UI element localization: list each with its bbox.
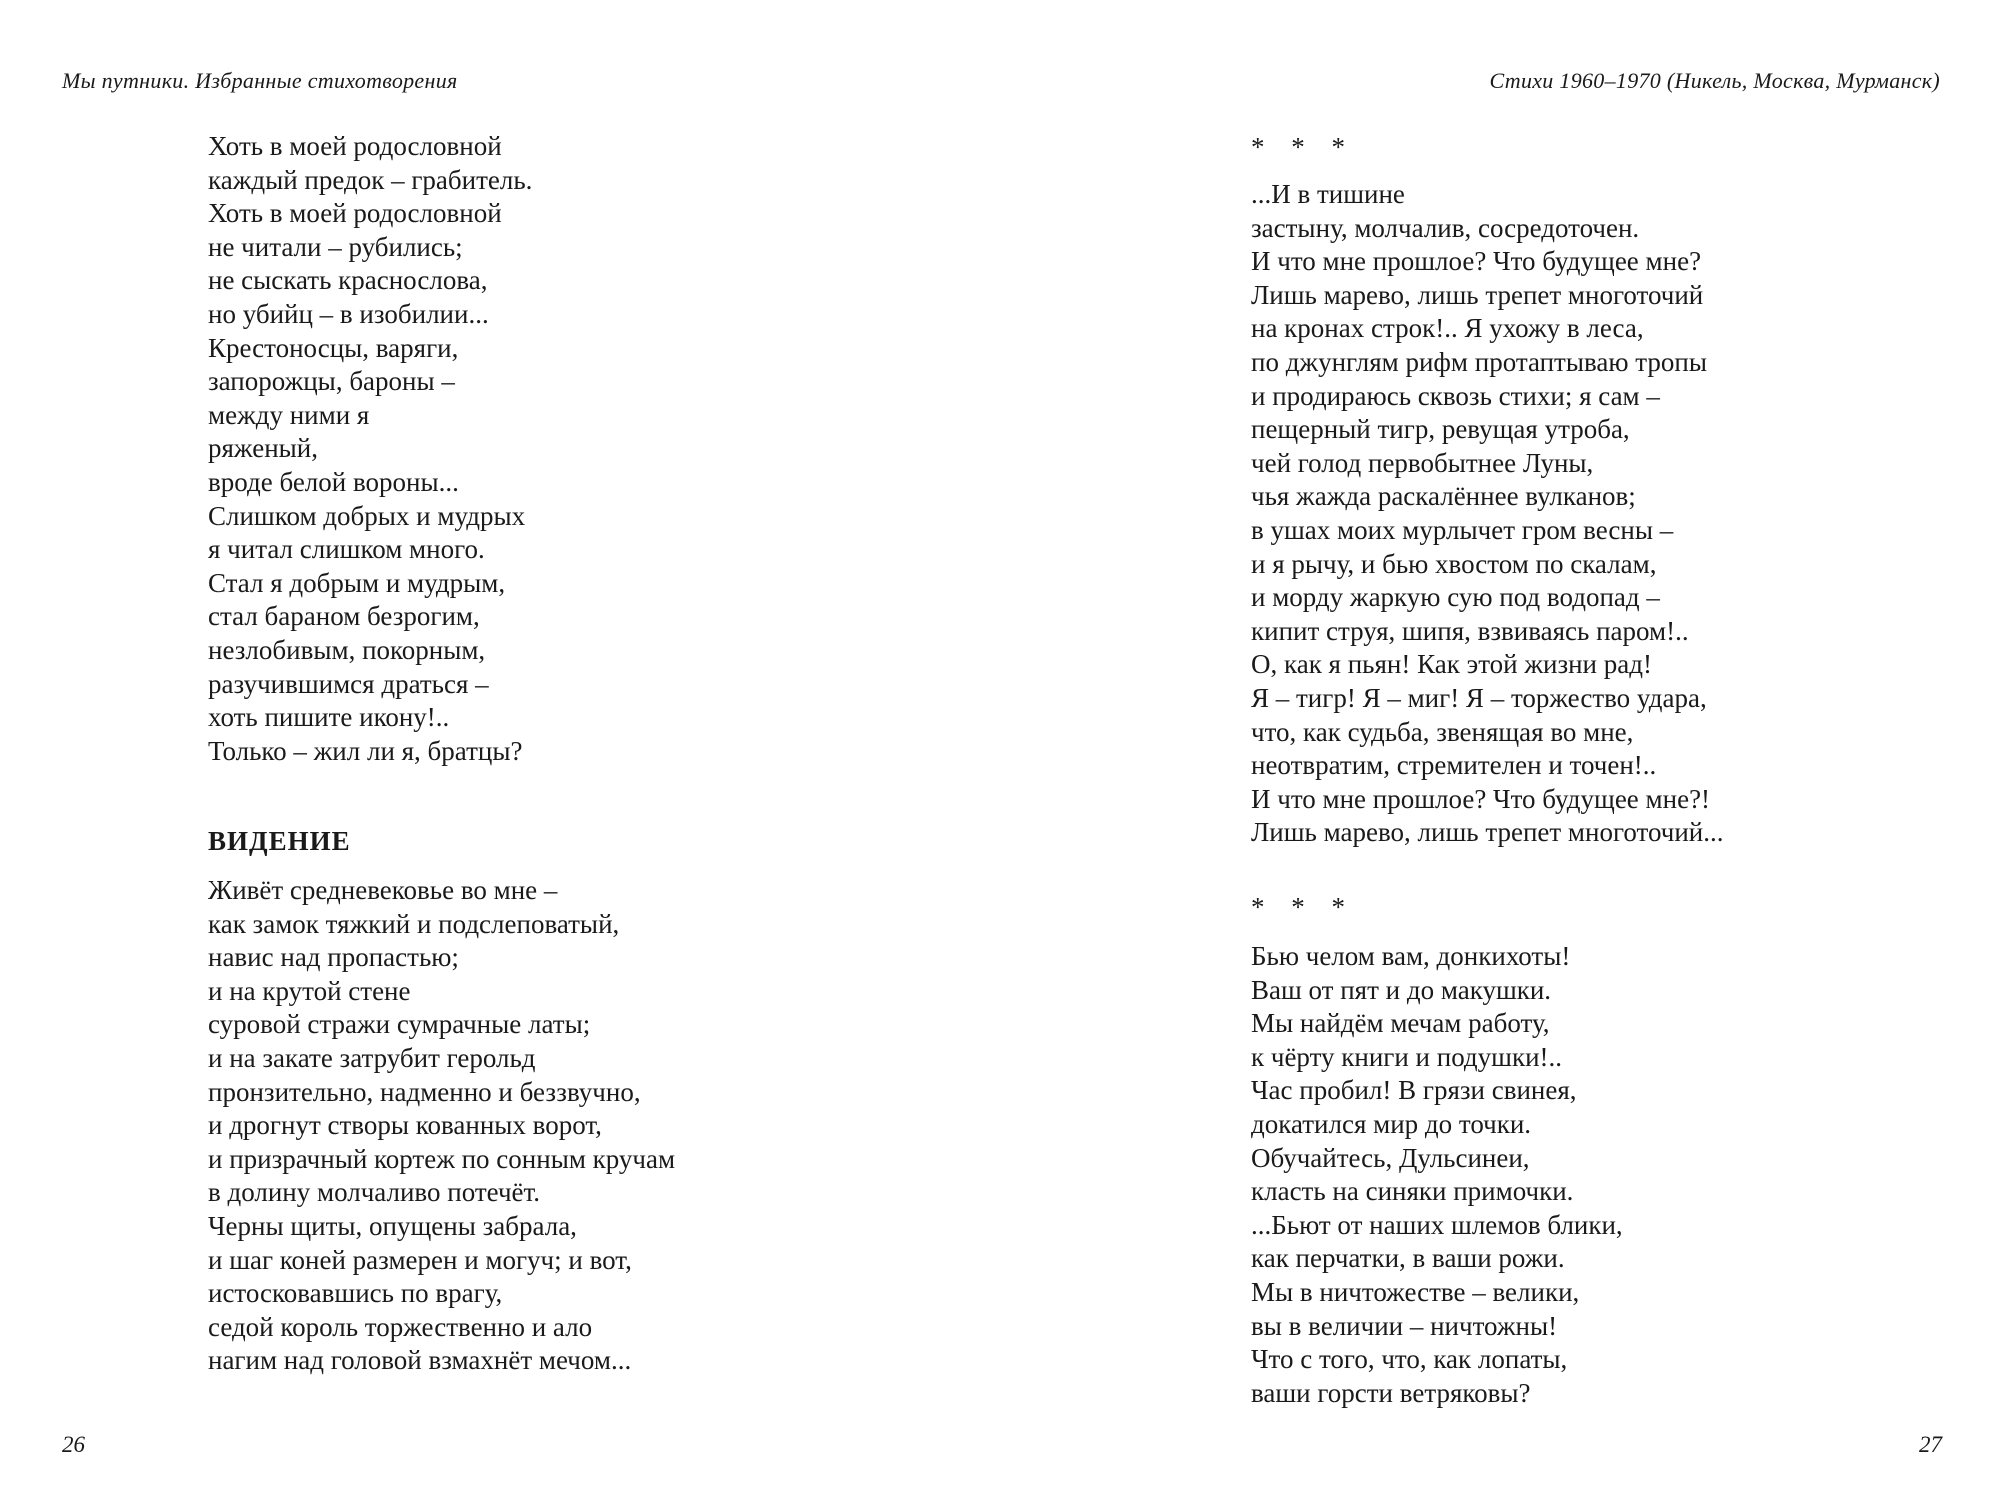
poem-line: как замок тяжкий и подслеповатый, [208, 908, 620, 939]
poem-line: И что мне прошлое? Что будущее мне? [1251, 246, 1702, 277]
poem-line: Живёт средневековье во мне – [208, 875, 558, 905]
poem-line: между ними я [208, 399, 370, 430]
poem-line: и на закате затрубит герольд [208, 1042, 536, 1073]
poem-line: Час пробил! В грязи свинея, [1251, 1075, 1577, 1106]
poem-line: но убийц – в изобилии... [208, 298, 489, 329]
poem-line: в ушах моих мурлычет гром весны – [1251, 514, 1674, 545]
poem-line: вы в величии – ничтожны! [1251, 1310, 1558, 1341]
poem-tiger-stars-block [1251, 132, 1355, 162]
poem-line: вроде белой вороны... [208, 466, 459, 497]
poem-tiger [1251, 178, 1723, 850]
poem-line: Лишь марево, лишь трепет многоточий [1251, 279, 1704, 310]
left-running-head: Мы путники. Избранные стихотворения [62, 68, 458, 93]
poem-line: в долину молчаливо потечёт. [208, 1177, 541, 1208]
section-separator-stars: * * * [1251, 892, 1355, 922]
poem-line: застыну, молчалив, сосредоточен. [1251, 212, 1640, 243]
poem-line: как перчатки, в ваши рожи. [1251, 1243, 1565, 1274]
poem-line: Я – тигр! Я – миг! Я – торжество удара, [1251, 682, 1707, 713]
poem-line: Лишь марево, лишь трепет многоточий... [1251, 817, 1724, 848]
poem-line: пещерный тигр, ревущая утроба, [1251, 414, 1630, 445]
poem-line: запорожцы, бароны – [208, 366, 455, 397]
poem-line: Что с того, что, как лопаты, [1251, 1344, 1568, 1375]
poem-line: и морду жаркую сую под водопад – [1251, 582, 1660, 613]
poem-line: Мы найдём мечам работу, [1251, 1008, 1550, 1039]
poem-line: и я рычу, и бью хвостом по скалам, [1251, 548, 1657, 579]
poem-line: седой король торжественно и ало [208, 1311, 593, 1342]
poem-line: каждый предок – грабитель. [208, 164, 533, 195]
poem-vision-title-block [208, 826, 351, 857]
poem-line: и дрогнут створы кованных ворот, [208, 1110, 602, 1141]
poem-line: чей голод первобытнее Луны, [1251, 447, 1594, 478]
page-number-right: 27 [1919, 1432, 1942, 1457]
poem-line: на кронах строк!.. Я ухожу в леса, [1251, 313, 1644, 344]
poem-untitled-ancestry [208, 130, 532, 768]
poem-line: докатился мир до точки. [1251, 1108, 1532, 1139]
poem-line: и на крутой стене [208, 975, 411, 1006]
poem-donquixotes [1251, 940, 1623, 1410]
poem-line: Черны щиты, опущены забрала, [208, 1210, 577, 1241]
poem-line: чья жажда раскалённее вулканов; [1251, 481, 1636, 512]
poem-line: ...Бьют от наших шлемов блики, [1251, 1209, 1623, 1240]
poem-line: не читали – рубились; [208, 231, 463, 262]
poem-line: хоть пишите икону!.. [208, 702, 450, 733]
poem-line: Только – жил ли я, братцы? [208, 735, 523, 766]
poem-line: Обучайтесь, Дульсинеи, [1251, 1142, 1530, 1173]
poem-line: Крестоносцы, варяги, [208, 332, 459, 363]
poem-line: навис над пропастью; [208, 942, 459, 973]
poem-line: разучившимся драться – [208, 668, 489, 699]
page-number-left: 26 [62, 1432, 85, 1457]
poem-line: нагим над головой взмахнёт мечом... [208, 1345, 632, 1376]
poem-line: Хоть в моей родословной [208, 131, 502, 161]
poem-line: стал бараном безрогим, [208, 601, 480, 632]
poem-line: и призрачный кортеж по сонным кручам [208, 1143, 676, 1174]
poem-line: Хоть в моей родословной [208, 198, 502, 229]
poem-line: к чёрту книги и подушки!.. [1251, 1041, 1563, 1072]
poem-line: Мы в ничтожестве – велики, [1251, 1276, 1580, 1307]
poem-line: что, как судьба, звенящая во мне, [1251, 716, 1634, 747]
poem-line: незлобивым, покорным, [208, 634, 486, 665]
poem-line: ...И в тишине [1251, 179, 1405, 209]
poem-line: класть на синяки примочки. [1251, 1176, 1574, 1207]
section-separator-stars: * * * [1251, 132, 1355, 162]
poem-line: я читал слишком много. [208, 534, 485, 565]
poem-line: Стал я добрым и мудрым, [208, 567, 506, 598]
poem-line: и шаг коней размерен и могуч; и вот, [208, 1244, 632, 1275]
poem-line: по джунглям рифм протаптываю тропы [1251, 346, 1708, 377]
poem-line: неотвратим, стремителен и точен!.. [1251, 750, 1657, 781]
poem-line: кипит струя, шипя, взвиваясь паром!.. [1251, 615, 1689, 646]
poem-line: истосковавшись по врагу, [208, 1278, 503, 1309]
poem-line: не сыскать краснослова, [208, 265, 488, 296]
poem-line: Слишком добрых и мудрых [208, 500, 526, 531]
right-page [1000, 0, 2000, 1487]
poem-donquixotes-stars-block [1251, 892, 1355, 922]
poem-line: ряженый, [208, 433, 318, 464]
poem-title-videnie: ВИДЕНИЕ [208, 826, 351, 856]
poem-line: О, как я пьян! Как этой жизни рад! [1251, 649, 1652, 680]
poem-vision [208, 874, 675, 1378]
poem-line: суровой стражи сумрачные латы; [208, 1009, 591, 1040]
poem-line: Бью челом вам, донкихоты! [1251, 941, 1571, 971]
poem-line: пронзительно, надменно и беззвучно, [208, 1076, 641, 1107]
poem-line: ваши горсти ветряковы? [1251, 1377, 1531, 1408]
poem-line: Ваш от пят и до макушки. [1251, 974, 1552, 1005]
poem-line: И что мне прошлое? Что будущее мне?! [1251, 783, 1711, 814]
poem-line: и продираюсь сквозь стихи; я сам – [1251, 380, 1660, 411]
right-running-head: Стихи 1960–1970 (Никель, Москва, Мурманск) [1489, 68, 1940, 93]
